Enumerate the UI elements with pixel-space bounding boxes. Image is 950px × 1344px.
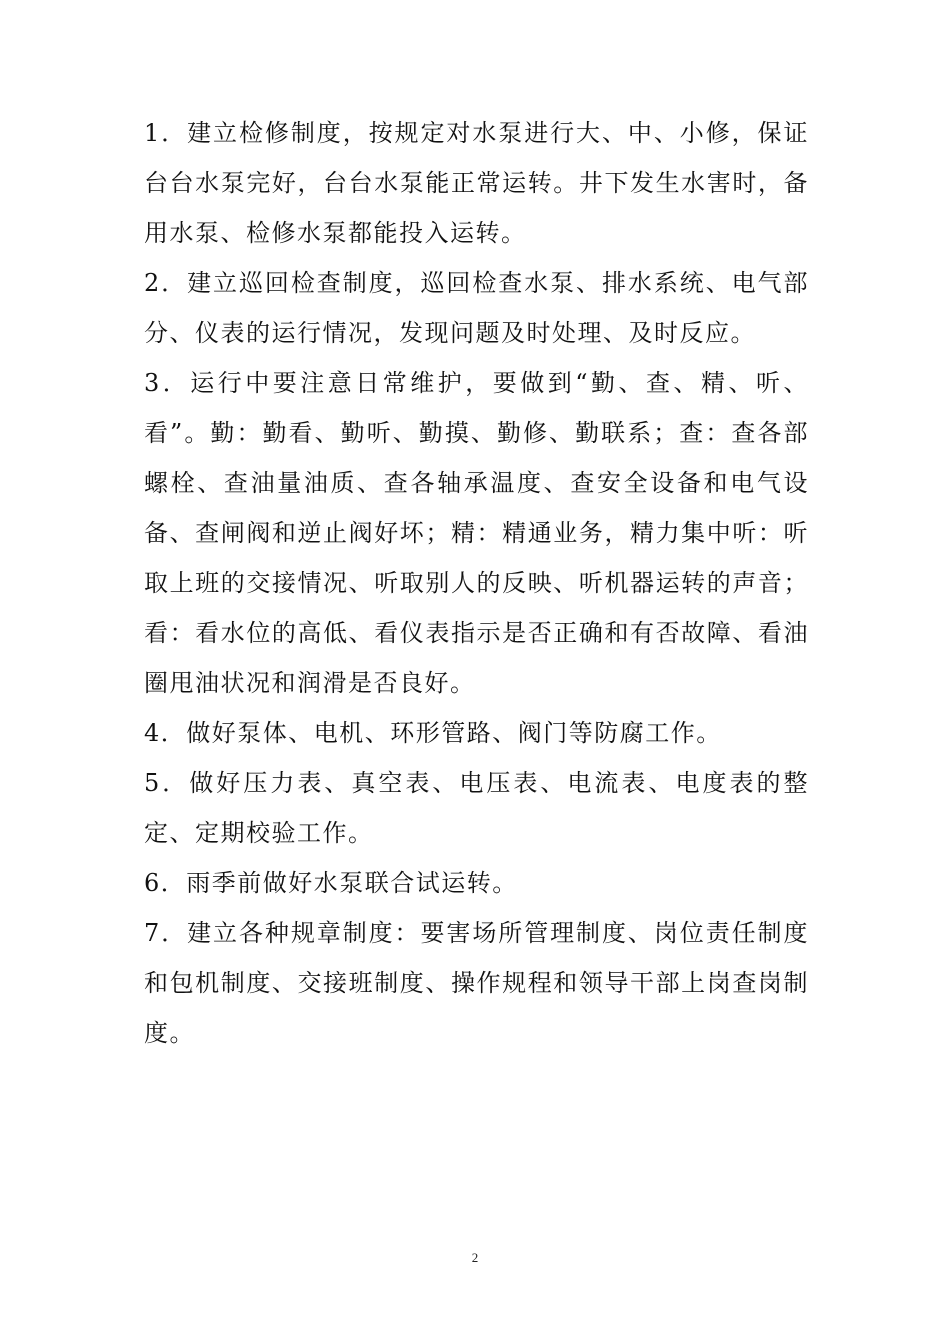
paragraph-3: 3．运行中要注意日常维护，要做到“勤、查、精、听、看”。勤：勤看、勤听、勤摸、勤修、勤联系；查：查各部螺栓、查油量油质、查各轴承温度、查安全设备和电气设备、查闸阀和逆止阀好坏；精：精通业务，精力集中听：听取上班的交接情况、听取别人的反映、听机器运转的声音；看：看水位的高低、看仪表指示是否正确和有否故障、看油圈甩油状况和润滑是否良好。 xyxy=(144,369,809,697)
paragraph-1: 1．建立检修制度，按规定对水泵进行大、中、小修，保证台台水泵完好，台台水泵能正常运转。井下发生水害时，备用水泵、检修水泵都能投入运转。 xyxy=(144,119,809,247)
document-body xyxy=(144,108,809,1058)
paragraph-6: 6．雨季前做好水泵联合试运转。 xyxy=(144,869,518,897)
paragraph-2: 2．建立巡回检查制度，巡回检查水泵、排水系统、电气部分、仪表的运行情况，发现问题及时处理、及时反应。 xyxy=(144,269,809,347)
page-number: 2 xyxy=(471,1250,479,1265)
paragraph-4: 4．做好泵体、电机、环形管路、阀门等防腐工作。 xyxy=(144,719,722,747)
paragraph-7: 7．建立各种规章制度：要害场所管理制度、岗位责任制度和包机制度、交接班制度、操作规程和领导干部上岗查岗制度。 xyxy=(144,919,809,1047)
paragraph-5: 5．做好压力表、真空表、电压表、电流表、电度表的整定、定期校验工作。 xyxy=(144,769,809,847)
